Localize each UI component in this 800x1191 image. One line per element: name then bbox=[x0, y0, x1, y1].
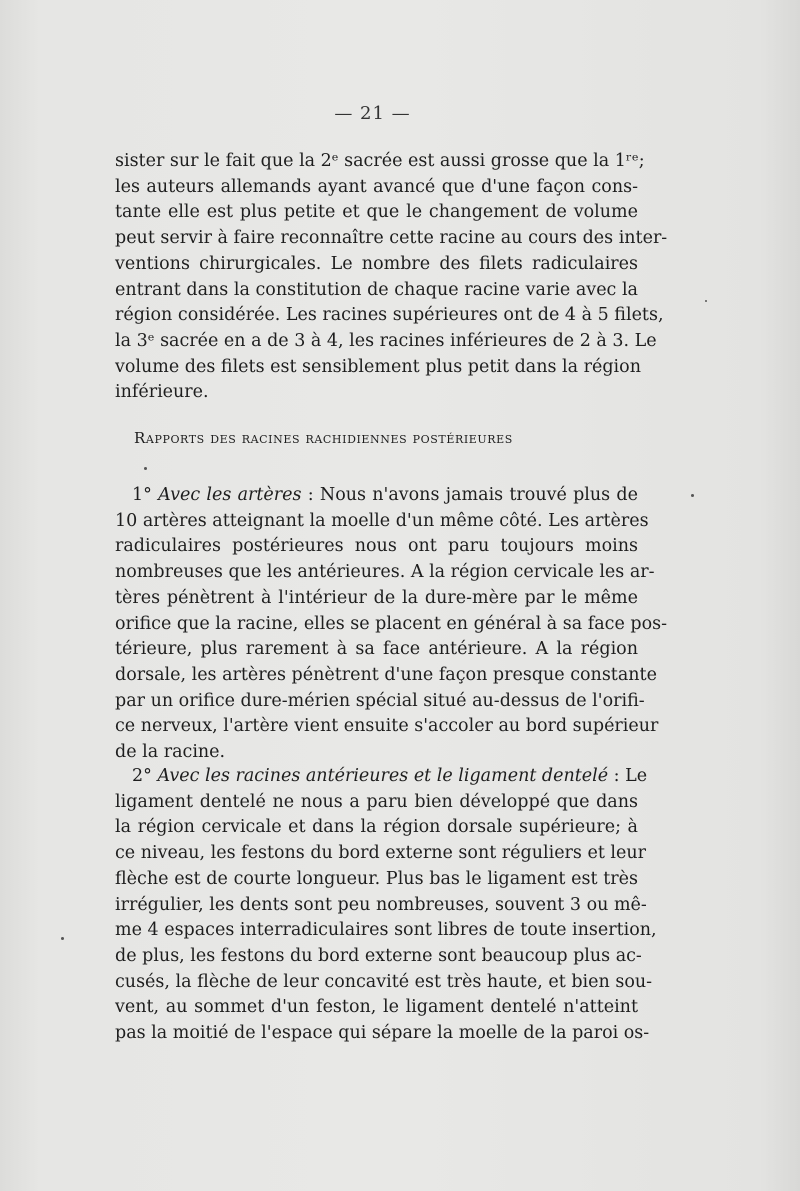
text-line: tante elle est plus petite et que le changement de volume bbox=[115, 202, 638, 223]
paragraph-racines-sacrees bbox=[115, 149, 668, 406]
text-line: par un orifice dure-mérien spécial situé au-dessus de l'orifi- bbox=[115, 690, 645, 711]
page-number: — 21 — bbox=[334, 103, 411, 124]
text-line: ligament dentelé ne nous a paru bien développé que dans bbox=[115, 791, 638, 812]
text-line: nombreuses que les antérieures. A la région cervicale les ar- bbox=[115, 562, 655, 583]
text-line: la région cervicale et dans la région dorsale supérieure; à bbox=[115, 817, 638, 838]
text-line: térieure, plus rarement à sa face antérieure. A la région bbox=[115, 639, 638, 660]
text-line: ce niveau, les festons du bord externe sont réguliers et leur bbox=[115, 843, 647, 864]
text-line: radiculaires postérieures nous ont paru toujours moins bbox=[115, 536, 638, 557]
text-line: ce nerveux, l'artère vient ensuite s'accoler au bord supérieur bbox=[115, 716, 659, 737]
text-line: orifice que la racine, elles se placent en général à sa face pos- bbox=[115, 613, 668, 634]
item-number: 1° bbox=[132, 485, 152, 505]
item-text: : Le bbox=[608, 766, 648, 786]
text-line: sister sur le fait que la 2ᵉ sacrée est aussi grosse que la 1ʳᵉ; bbox=[115, 151, 645, 171]
ink-speck bbox=[144, 467, 147, 470]
text-line: de la racine. bbox=[115, 742, 226, 763]
text-line: cusés, la flèche de leur concavité est très haute, et bien sou- bbox=[115, 971, 653, 992]
text-line-first bbox=[115, 764, 648, 790]
text-line: pas la moitié de l'espace qui sépare la moelle de la paroi os- bbox=[115, 1023, 650, 1044]
item-text: : Nous n'avons jamais trouvé plus de bbox=[301, 485, 638, 505]
ink-speck bbox=[61, 937, 64, 940]
text-line: flèche est de courte longueur. Plus bas le ligament est très bbox=[115, 868, 638, 889]
ink-speck bbox=[691, 494, 694, 497]
paragraph-arteres bbox=[115, 483, 668, 766]
text-line: ventions chirurgicales. Le nombre des filets radiculaires bbox=[115, 253, 638, 274]
item-label: Avec les artères bbox=[158, 485, 302, 505]
text-line: vent, au sommet d'un feston, le ligament dentelé n'atteint bbox=[115, 997, 638, 1018]
text-line: tères pénètrent à l'intérieur de la dure-mère par le même bbox=[115, 587, 638, 608]
item-number: 2° bbox=[132, 766, 152, 786]
text-line: de plus, les festons du bord externe sont beaucoup plus ac- bbox=[115, 945, 642, 966]
text-line: me 4 espaces interradiculaires sont libres de toute insertion, bbox=[115, 920, 657, 941]
text-line: les auteurs allemands ayant avancé que d'une façon cons- bbox=[115, 176, 638, 197]
text-line-first bbox=[115, 483, 638, 509]
text-line: irrégulier, les dents sont peu nombreuses, souvent 3 ou mê- bbox=[115, 894, 647, 915]
text-line: peut servir à faire reconnaître cette racine au cours des inter- bbox=[115, 228, 668, 249]
text-line: région considérée. Les racines supérieures ont de 4 à 5 filets, bbox=[115, 305, 664, 326]
text-line: dorsale, les artères pénètrent d'une façon presque constante bbox=[115, 664, 657, 685]
paragraph-ligament-dentele bbox=[115, 764, 657, 1047]
item-label: Avec les racines antérieures et le ligament dentelé bbox=[157, 766, 609, 786]
text-line: entrant dans la constitution de chaque racine varie avec la bbox=[115, 279, 638, 300]
text-line: la 3ᵉ sacrée en a de 3 à 4, les racines inférieures de 2 à 3. Le bbox=[115, 330, 657, 351]
ink-speck bbox=[705, 300, 707, 302]
text-line: inférieure. bbox=[115, 382, 209, 403]
section-heading: Rapports des racines rachidiennes postérieures bbox=[134, 429, 513, 447]
text-line: volume des filets est sensiblement plus petit dans la région bbox=[115, 356, 641, 377]
text-line: 10 artères atteignant la moelle d'un même côté. Les artères bbox=[115, 510, 649, 531]
